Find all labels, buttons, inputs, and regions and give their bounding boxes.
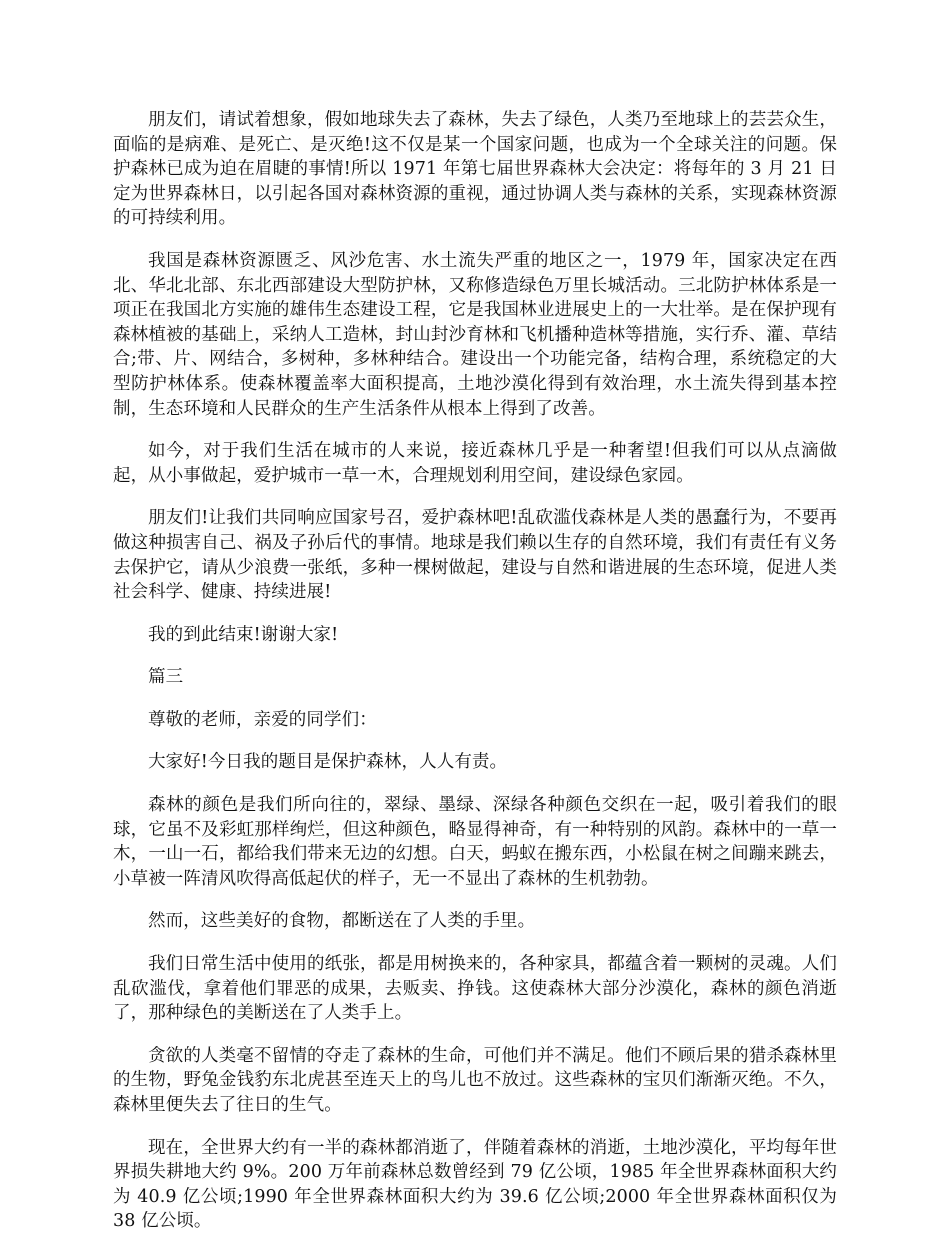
paragraph-city: 如今，对于我们生活在城市的人来说，接近森林几乎是一种奢望!但我们可以从点滴做起，从小事做起，爱护城市一草一木，合理规划利用空间，建设绿色家园。 [113, 441, 837, 486]
paragraph-intro: 朋友们，请试着想象，假如地球失去了森林，失去了绿色，人类乃至地球上的芸芸众生，面临的是病难、是死亡、是灭绝!这不仅是某一个国家问题，也成为一个全球关注的问题。保护森林已成为迫在眉睫的事情!所以 1971 年第七届世界森林大会决定：将每年的 3 月 21 日定为世界森林日，以引起各国对森林资源的重视，通过协调人类与森林的关系，实现森林资源的可持续利用。 [113, 110, 837, 229]
paragraph-greeting: 大家好!今日我的题目是保护森林，人人有责。 [148, 752, 508, 773]
paragraph-three-north: 我国是森林资源匮乏、风沙危害、水土流失严重的地区之一，1979 年，国家决定在西北、华北北部、东北西部建设大型防护林，又称修造绿色万里长城活动。三北防护林体系是一项正在我国北方实施的雄伟生态建设工程，它是我国林业进展史上的一大壮举。是在保护现有森林植被的基础上，采纳人工造林，封山封沙育林和飞机播种造林等措施，实行乔、灌、草结合;带、片、网结合，多树种，多林种结合。建设出一个功能完备，结构合理，系统稳定的大型防护林体系。使森林覆盖率大面积提高，土地沙漠化得到有效治理，水土流失得到基本控制，生态环境和人民群众的生产生活条件从根本上得到了改善。 [113, 250, 837, 419]
section-heading: 篇三 [148, 667, 184, 688]
paragraph-however: 然而，这些美好的食物，都断送在了人类的手里。 [148, 911, 536, 932]
paragraph-paper: 我们日常生活中使用的纸张，都是用树换来的，各种家具，都蕴含着一颗树的灵魂。人们乱砍滥伐，拿着他们罪恶的成果，去贩卖、挣钱。这使森林大部分沙漠化，森林的颜色消逝了，那种绿色的美断送在了人类手上。 [113, 954, 837, 1024]
paragraph-salutation: 尊敬的老师，亲爱的同学们： [148, 709, 377, 730]
paragraph-forest-colors: 森林的颜色是我们所向往的，翠绿、墨绿、深绿各种颜色交织在一起，吸引着我们的眼球，它虽不及彩虹那样绚烂，但这种颜色，略显得神奇，有一种特别的风韵。森林中的一草一木，一山一石，都给我们带来无边的幻想。白天，蚂蚁在搬东西，小松鼠在树之间蹦来跳去，小草被一阵清风吹得高低起伏的样子，无一不显出了森林的生机勃勃。 [113, 795, 837, 889]
paragraph-greed: 贪欲的人类毫不留情的夺走了森林的生命，可他们并不满足。他们不顾后果的猎杀森林里的生物，野兔金钱豹东北虎甚至连天上的鸟儿也不放过。这些森林的宝贝们渐渐灭绝。不久，森林里便失去了往日的生气。 [113, 1045, 837, 1115]
paragraph-closing: 我的到此结束!谢谢大家! [148, 624, 339, 645]
paragraph-statistics: 现在，全世界大约有一半的森林都消逝了，伴随着森林的消逝，土地沙漠化，平均每年世界损失耕地大约 9%。200 万年前森林总数曾经到 79 亿公顷，1985 年全世界森林面积大约为 40.9 亿公顷;1990 年全世界森林面积大约为 39.6 亿公顷;2000 年全世界森林面积仅为 38 亿公顷。 [113, 1137, 837, 1232]
paragraph-call-to-action: 朋友们!让我们共同响应国家号召，爱护森林吧!乱砍滥伐森林是人类的愚蠢行为，不要再做这种损害自己、祸及子孙后代的事情。地球是我们赖以生存的自然环境，我们有责任有义务去保护它，请从少浪费一张纸，多种一棵树做起，建设与自然和谐进展的生态环境，促进人类社会科学、健康、持续进展! [113, 508, 837, 603]
